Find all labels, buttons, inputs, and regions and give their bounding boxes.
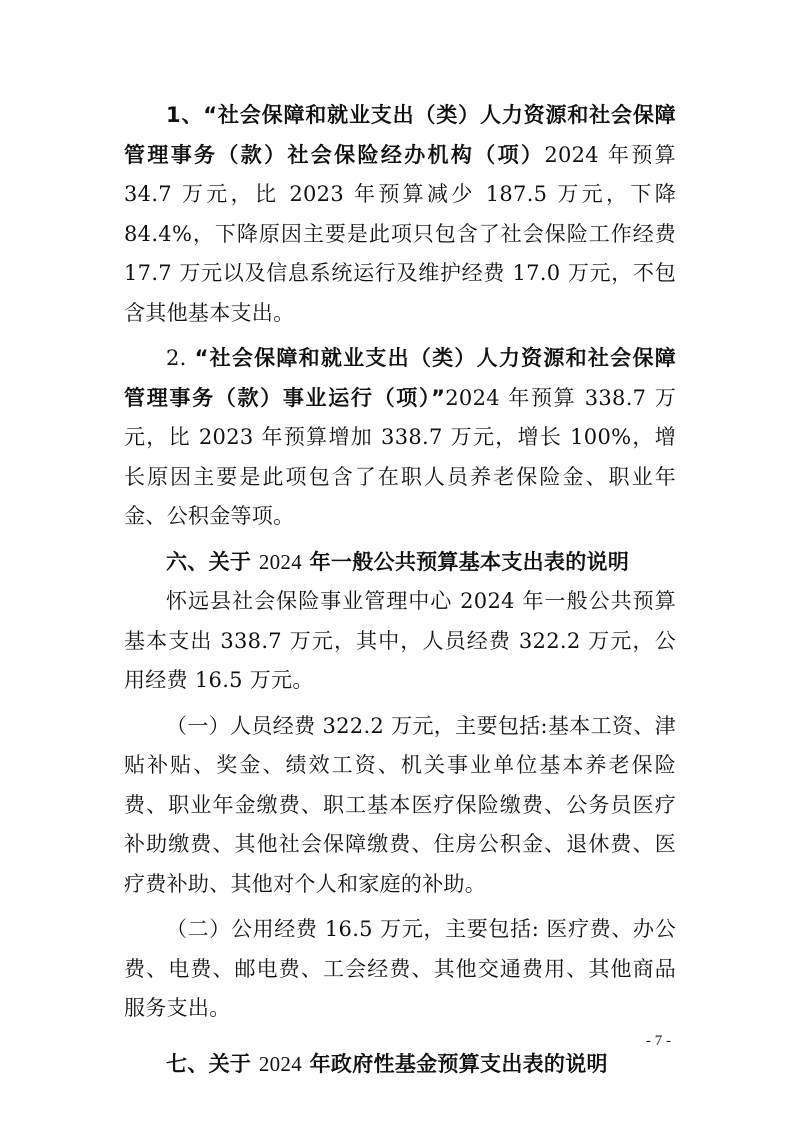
section-heading-six (124, 543, 676, 583)
item-title-operations: “社会保障和就业支出（类）人力资源和社会保障管理事务（款）事业运行（项）” (124, 346, 676, 410)
page-number: - 7 - (646, 1033, 671, 1049)
section-heading-seven-post: 年政府性基金预算支出表的说明 (302, 1051, 608, 1076)
document-body (124, 96, 676, 1084)
item-text-operations: 2024 年预算 338.7 万元，比 2023 年预算增加 338.7 万元，增长 100%，增长原因主要是此项包含了在职人员养老保险金、职业年金、公积金等项。 (124, 385, 676, 528)
section-heading-seven (124, 1045, 676, 1085)
paragraph-personnel-expenses: （一）人员经费 322.2 万元，主要包括:基本工资、津贴补贴、奖金、绩效工资、机关事业单位基本养老保险费、职业年金缴费、职工基本医疗保险缴费、公务员医疗补助缴费、其他社会保障缴费、住房公积金、退休费、医疗费补助、其他对个人和家庭的补助。 (124, 713, 676, 896)
item-number-operations: 2. (166, 346, 195, 370)
section-heading-seven-pre: 七、关于 (166, 1051, 259, 1076)
paragraph-social-insurance-agency (124, 96, 676, 333)
paragraph-operations (124, 339, 676, 537)
section-heading-six-year: 2024 (258, 549, 303, 574)
item-title-social-insurance-agency: 1、“社会保障和就业支出（类）人力资源和社会保障管理事务（款）社会保险经办机构（项） (124, 103, 676, 167)
paragraph-public-expenses: （二）公用经费 16.5 万元，主要包括: 医疗费、办公费、电费、邮电费、工会经费、其他交通费用、其他商品服务支出。 (124, 917, 676, 1020)
paragraph-basic-expenditure-summary: 怀远县社会保险事业管理中心 2024 年一般公共预算基本支出 338.7 万元，其中，人员经费 322.2 万元，公用经费 16.5 万元。 (124, 589, 676, 692)
section-heading-seven-year: 2024 (258, 1051, 303, 1076)
section-heading-six-pre: 六、关于 (166, 549, 259, 574)
item-text-social-insurance-agency: 2024 年预算 34.7 万元，比 2023 年预算减少 187.5 万元，下降 84.4%，下降原因主要是此项只包含了社会保险工作经费 17.7 万元以及信息系统运行及维护经费 17.0 万元，不包含其他基本支出。 (124, 142, 676, 325)
section-heading-six-post: 年一般公共预算基本支出表的说明 (302, 549, 630, 574)
